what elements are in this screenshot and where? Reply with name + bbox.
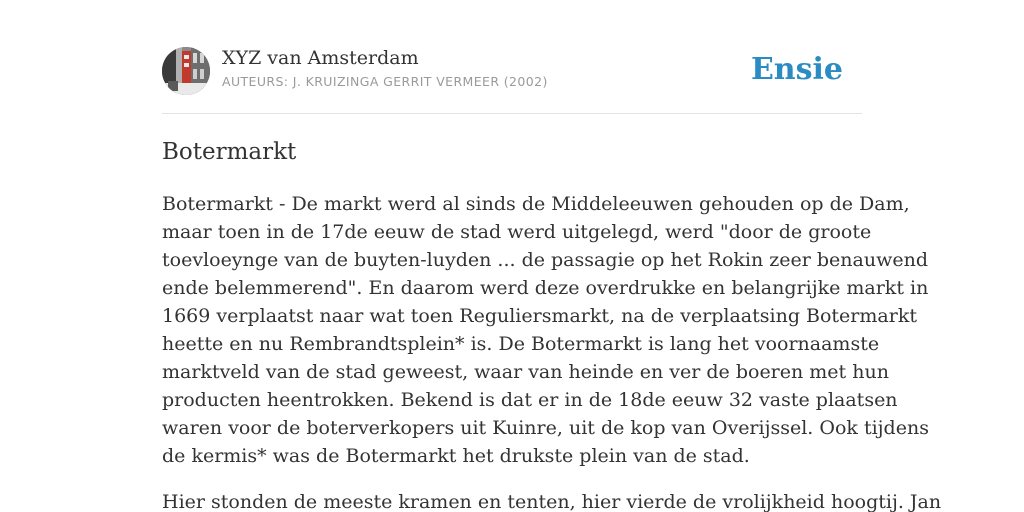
text-line: heette en nu Rembrandtsplein* is. De Botermarkt is lang het voornaamste xyxy=(162,333,880,355)
book-title[interactable]: XYZ van Amsterdam xyxy=(222,47,419,69)
text-line: toevloeynge van de buyten-luyden ... de passagie op het Rokin zeer benauwend xyxy=(162,249,929,271)
text-line: Botermarkt - De markt werd al sinds de Middeleeuwen gehouden op de Dam, xyxy=(162,193,910,215)
text-line: waren voor de boterverkopers uit Kuinre, uit de kop van Overijssel. Ook tijdens xyxy=(162,417,929,439)
text-line: marktveld van de stad geweest, waar van heinde en ver de boeren met hun xyxy=(162,361,889,383)
text-line: 1669 verplaatst naar wat toen Reguliersmarkt, na de verplaatsing Botermarkt xyxy=(162,305,917,327)
paragraph xyxy=(162,190,929,470)
text-line: ende belemmerend". En daarom werd deze overdrukke en belangrijke markt in xyxy=(162,277,929,299)
paragraph xyxy=(162,488,942,512)
text-line: Hier stonden de meeste kramen en tenten, hier vierde de vrolijkheid hoogtij. Jan xyxy=(162,491,942,512)
text-line: maar toen in de 17de eeuw de stad werd uitgelegd, werd "door de groote xyxy=(162,221,872,243)
authors-line: AUTEURS: J. KRUIZINGA GERRIT VERMEER (2002) xyxy=(222,74,548,89)
header xyxy=(162,46,862,96)
book-cover-icon xyxy=(162,47,210,95)
header-divider xyxy=(162,113,862,114)
text-line: de kermis* was de Botermarkt het drukste plein van de stad. xyxy=(162,445,750,467)
ensie-logo[interactable]: Ensie xyxy=(750,52,843,87)
entry-title: Botermarkt xyxy=(162,139,297,165)
avatar[interactable] xyxy=(162,47,210,95)
entry-content xyxy=(162,190,942,512)
text-line: producten heentrokken. Bekend is dat er in de 18de eeuw 32 vaste plaatsen xyxy=(162,389,898,411)
